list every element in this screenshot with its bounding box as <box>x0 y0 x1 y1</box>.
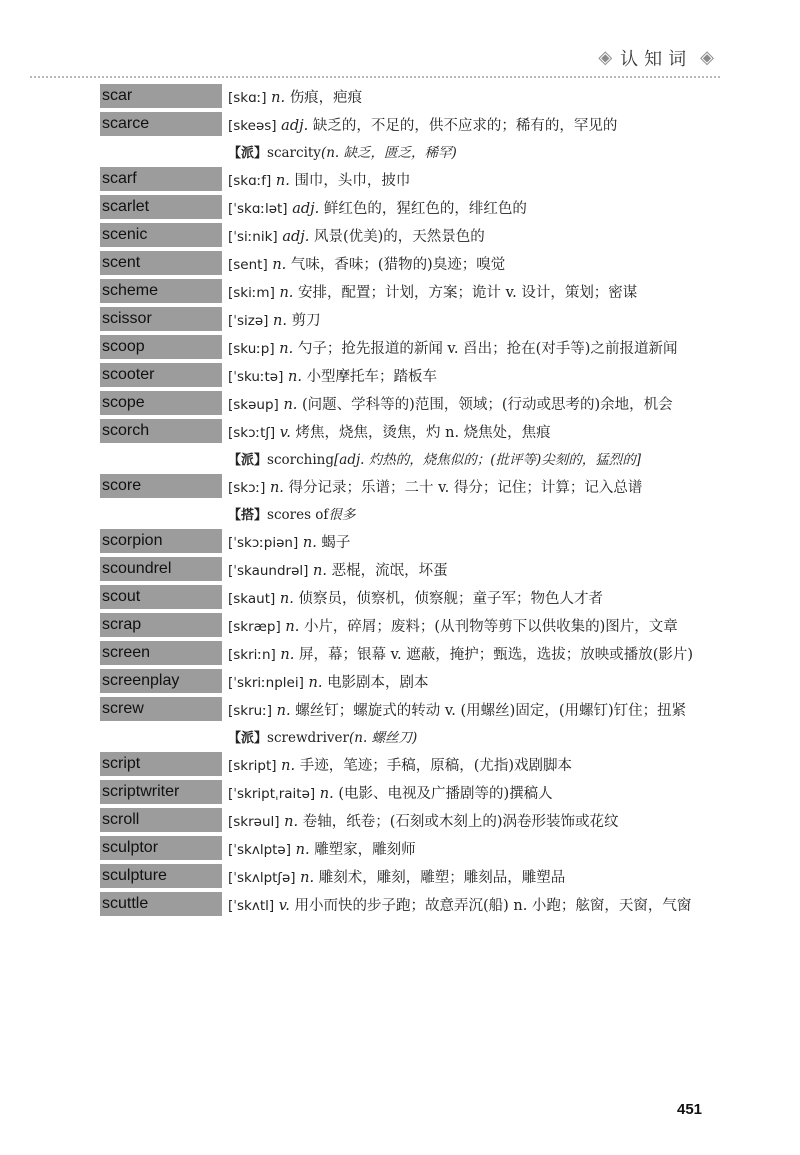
definition-text: 风景(优美)的，天然景色的 <box>313 229 485 245</box>
definition <box>228 641 720 669</box>
entry-row <box>100 808 720 836</box>
pronunciation: [skiːm] <box>228 285 275 301</box>
definition-text: 勺子；抢先报道的新闻 v. 舀出；抢在(对手等)之前报道新闻 <box>297 341 678 357</box>
derivative-meaning: (n. 缺乏，匮乏，稀罕) <box>320 145 457 161</box>
definition-text: 气味，香味；(猎物的)臭迹；嗅觉 <box>290 257 506 273</box>
entry-row <box>100 697 720 752</box>
entry-row <box>100 223 720 251</box>
pronunciation: [ˈsizə] <box>228 313 269 329</box>
entry-row <box>100 167 720 195</box>
part-of-speech: adj. <box>292 201 320 217</box>
entry-row <box>100 279 720 307</box>
part-of-speech: n. <box>279 591 294 607</box>
headword: scorpion <box>100 529 222 553</box>
entry-row <box>100 557 720 585</box>
definition-text: 烤焦，烧焦，烫焦，灼 n. 烧焦处，焦痕 <box>295 425 551 441</box>
pronunciation: [ˈskɔːpiən] <box>228 535 299 551</box>
headword: scent <box>100 251 222 275</box>
headword: score <box>100 474 222 498</box>
entry-list <box>100 84 720 920</box>
page-header <box>598 40 714 76</box>
part-of-speech: n. <box>285 619 300 635</box>
part-of-speech: n. <box>308 675 323 691</box>
definition <box>228 585 720 613</box>
entry-row <box>100 641 720 669</box>
derivative-line <box>228 502 720 529</box>
definition <box>228 864 720 892</box>
pronunciation: [skriːn] <box>228 647 276 663</box>
definition <box>228 892 720 920</box>
entry-row <box>100 752 720 780</box>
definition <box>228 780 720 808</box>
entry-row <box>100 84 720 112</box>
entry-row <box>100 529 720 557</box>
derivative-tag: 【派】 <box>228 453 268 468</box>
pronunciation: [ˈskuːtə] <box>228 369 284 385</box>
definition-text: 蝎子 <box>321 535 351 551</box>
definition-text: 雕刻术，雕刻，雕塑；雕刻品，雕塑品 <box>318 870 566 886</box>
pronunciation: [ˈskriptˌraitə] <box>228 786 316 802</box>
pronunciation: [sent] <box>228 257 268 273</box>
headword: scrap <box>100 613 222 637</box>
headword: scope <box>100 391 222 415</box>
headword: scoundrel <box>100 557 222 581</box>
derivative-meaning: [adj. 灼热的，烧焦似的；(批评等)尖刻的，猛烈的] <box>334 452 642 468</box>
entry-row <box>100 474 720 529</box>
definition-text: 恶棍，流氓，坏蛋 <box>331 563 448 579</box>
headword: script <box>100 752 222 776</box>
definition-text: 得分记录；乐谱；二十 v. 得分；记住；计算；记入总谱 <box>288 480 643 496</box>
pronunciation: [skɔː] <box>228 480 266 496</box>
headword: scissor <box>100 307 222 331</box>
entry-row <box>100 836 720 864</box>
derivative-line <box>228 447 720 474</box>
entry-row <box>100 112 720 167</box>
entry-row <box>100 195 720 223</box>
headword: scarf <box>100 167 222 191</box>
definition-text: 屏，幕；银幕 v. 遮蔽，掩护；甄选，选拔；放映或播放(影片) <box>298 647 694 663</box>
header-divider <box>30 76 720 78</box>
definition <box>228 529 720 557</box>
headword: scout <box>100 585 222 609</box>
definition-text: 小片，碎屑；废料；(从刊物等剪下以供收集的)图片，文章 <box>303 619 678 635</box>
definition-text: 小型摩托车；踏板车 <box>306 369 438 385</box>
part-of-speech: n. <box>283 397 298 413</box>
definition-text: (电影、电视及广播剧等的)撰稿人 <box>338 786 553 802</box>
derivative-tag: 【派】 <box>228 731 268 746</box>
part-of-speech: n. <box>313 563 327 579</box>
pronunciation: [ˈskʌtl] <box>228 898 275 914</box>
part-of-speech: n. <box>288 369 302 385</box>
definition-text: 安排，配置；计划，方案；诡计 v. 设计，策划；密谋 <box>298 285 638 301</box>
part-of-speech: n. <box>284 814 299 830</box>
definition-text: 螺丝钉；螺旋式的转动 v. (用螺丝)固定，(用螺钉)钉住；扭紧 <box>295 703 687 719</box>
definition-text: (问题、学科等的)范围，领域；(行动或思考的)余地，机会 <box>302 397 673 413</box>
definition <box>228 223 720 251</box>
headword: scoop <box>100 335 222 359</box>
part-of-speech: n. <box>276 703 291 719</box>
headword: scar <box>100 84 222 108</box>
part-of-speech: n. <box>272 257 287 273</box>
pronunciation: [ˈskɑːlət] <box>228 201 288 217</box>
definition <box>228 335 720 363</box>
entry-row <box>100 335 720 363</box>
headword: scarlet <box>100 195 222 219</box>
headword: scorch <box>100 419 222 443</box>
headword: scriptwriter <box>100 780 222 804</box>
entry-row <box>100 391 720 419</box>
pronunciation: [skræp] <box>228 619 281 635</box>
part-of-speech: v. <box>279 425 291 441</box>
pronunciation: [skɑːf] <box>228 173 272 189</box>
page-number: 451 <box>677 1101 703 1118</box>
definition <box>228 307 720 335</box>
definition <box>228 697 720 725</box>
derivative-line <box>228 140 720 167</box>
entry-row <box>100 780 720 808</box>
derivative-word: scorching <box>267 452 334 468</box>
entry-row <box>100 251 720 279</box>
definition <box>228 474 720 502</box>
definition <box>228 363 720 391</box>
pronunciation: [ˈskriːnplei] <box>228 675 304 691</box>
pronunciation: [skɑː] <box>228 90 267 106</box>
definition-text: 围巾，头巾，披巾 <box>294 173 411 189</box>
part-of-speech: n. <box>300 870 315 886</box>
part-of-speech: n. <box>279 285 294 301</box>
part-of-speech: n. <box>273 313 287 329</box>
section-title: 认知词 <box>620 49 693 70</box>
headword: scooter <box>100 363 222 387</box>
derivative-tag: 【派】 <box>228 146 268 161</box>
definition <box>228 836 720 864</box>
entry-row <box>100 669 720 697</box>
derivative-tag: 【搭】 <box>228 508 268 523</box>
definition <box>228 167 720 195</box>
part-of-speech: n. <box>280 647 295 663</box>
definition <box>228 279 720 307</box>
entry-row <box>100 307 720 335</box>
definition <box>228 251 720 279</box>
pronunciation: [skəup] <box>228 397 279 413</box>
diamond-circle-icon: ◈ <box>700 47 714 68</box>
part-of-speech: n. <box>295 842 310 858</box>
derivative-word: scarcity <box>267 145 321 161</box>
headword: scroll <box>100 808 222 832</box>
entry-row <box>100 419 720 474</box>
headword: screenplay <box>100 669 222 693</box>
definition <box>228 84 720 112</box>
definition <box>228 391 720 419</box>
headword: scenic <box>100 223 222 247</box>
part-of-speech: adj. <box>281 118 309 134</box>
pronunciation: [ˈsiːnik] <box>228 229 278 245</box>
definition <box>228 195 720 223</box>
part-of-speech: v. <box>278 898 290 914</box>
part-of-speech: n. <box>271 90 286 106</box>
definition-text: 雕塑家，雕刻师 <box>314 842 416 858</box>
part-of-speech: n. <box>281 758 296 774</box>
entry-row <box>100 613 720 641</box>
part-of-speech: n. <box>269 480 284 496</box>
headword: screw <box>100 697 222 721</box>
pronunciation: [skruː] <box>228 703 273 719</box>
definition-text: 剪刀 <box>291 313 321 329</box>
entry-row <box>100 585 720 613</box>
diamond-circle-icon: ◈ <box>598 47 613 68</box>
headword: sculpture <box>100 864 222 888</box>
definition <box>228 808 720 836</box>
definition <box>228 752 720 780</box>
pronunciation: [ˈskʌlptə] <box>228 842 292 858</box>
headword: scheme <box>100 279 222 303</box>
definition <box>228 613 720 641</box>
headword: scuttle <box>100 892 222 916</box>
headword: sculptor <box>100 836 222 860</box>
definition <box>228 669 720 697</box>
definition-text: 鲜红色的，猩红色的，绯红色的 <box>323 201 527 217</box>
part-of-speech: n. <box>302 535 317 551</box>
definition <box>228 112 720 140</box>
part-of-speech: n. <box>279 341 294 357</box>
derivative-word: screwdriver <box>267 730 349 746</box>
derivative-meaning: (n. 螺丝刀) <box>349 730 418 746</box>
definition-text: 卷轴，纸卷；(石刻或木刻上的)涡卷形装饰或花纹 <box>302 814 619 830</box>
definition-text: 伤痕，疤痕 <box>289 90 363 106</box>
part-of-speech: n. <box>319 786 334 802</box>
pronunciation: [ˈskʌlptʃə] <box>228 870 296 886</box>
part-of-speech: n. <box>275 173 290 189</box>
headword: screen <box>100 641 222 665</box>
pronunciation: [skript] <box>228 758 277 774</box>
definition-text: 手迹，笔迹；手稿，原稿，(尤指)戏剧脚本 <box>299 758 573 774</box>
entry-row <box>100 864 720 892</box>
definition-text: 缺乏的，不足的，供不应求的；稀有的，罕见的 <box>312 118 618 134</box>
definition-text: 用小而快的步子跑；故意弄沉(船) n. 小跑；舷窗，天窗，气窗 <box>294 898 692 914</box>
entry-row <box>100 363 720 391</box>
derivative-line <box>228 725 720 752</box>
definition-text: 电影剧本，剧本 <box>327 675 429 691</box>
definition <box>228 419 720 447</box>
pronunciation: [skeəs] <box>228 118 277 134</box>
derivative-meaning: 很多 <box>328 507 356 523</box>
pronunciation: [skrəul] <box>228 814 280 830</box>
definition-text: 侦察员，侦察机，侦察舰；童子军；物色人才者 <box>298 591 603 607</box>
part-of-speech: adj. <box>282 229 310 245</box>
pronunciation: [skɔːtʃ] <box>228 425 276 441</box>
pronunciation: [skaut] <box>228 591 276 607</box>
pronunciation: [ˈskaundrəl] <box>228 563 309 579</box>
pronunciation: [skuːp] <box>228 341 275 357</box>
definition <box>228 557 720 585</box>
entry-row <box>100 892 720 920</box>
derivative-word: scores of <box>267 507 329 523</box>
headword: scarce <box>100 112 222 136</box>
